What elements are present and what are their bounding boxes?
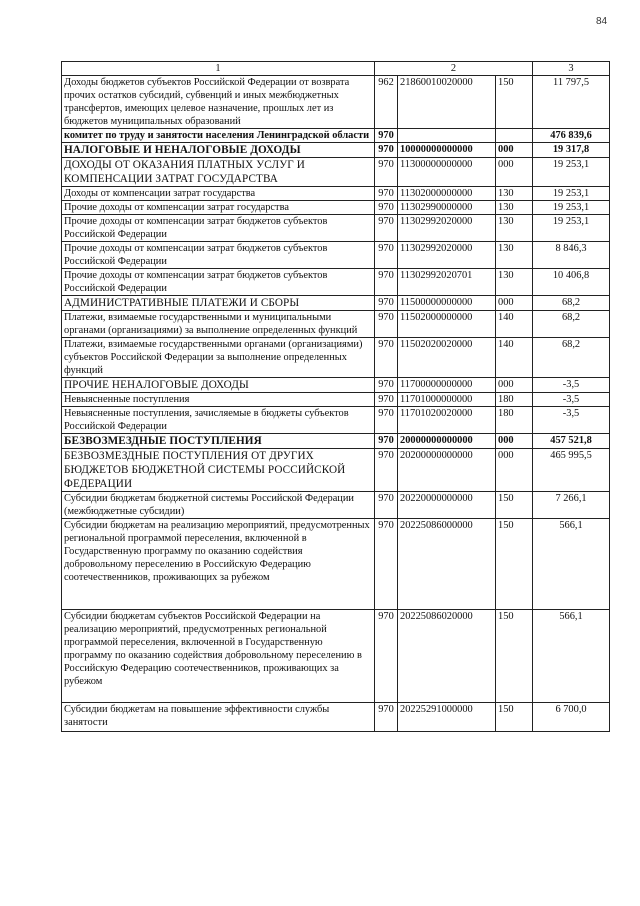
row-admin-code-cell: 970	[375, 519, 398, 610]
table-row	[62, 378, 610, 393]
column-header-2: 2	[375, 62, 533, 76]
row-name-cell: Субсидии бюджетам бюджетной системы Российской Федерации (межбюджетные субсидии)	[62, 492, 375, 519]
row-name-cell: Платежи, взимаемые государственными органами (организациями) субъектов Российской Федерации за выполнение определенных функций	[62, 338, 375, 378]
row-name-cell: Прочие доходы от компенсации затрат бюджетов субъектов Российской Федерации	[62, 242, 375, 269]
row-type-code-cell: 130	[496, 242, 533, 269]
row-admin-code-cell: 970	[375, 143, 398, 158]
table-row	[62, 76, 610, 129]
row-type-code-cell: 000	[496, 143, 533, 158]
row-amount-cell: 566,1	[533, 610, 610, 703]
table-row	[62, 242, 610, 269]
row-type-code-cell: 000	[496, 434, 533, 449]
row-name-cell: Невыясненные поступления, зачисляемые в бюджеты субъектов Российской Федерации	[62, 407, 375, 434]
row-type-code-cell: 130	[496, 201, 533, 215]
row-amount-cell: 19 253,1	[533, 187, 610, 201]
row-type-code-cell: 180	[496, 393, 533, 407]
row-revenue-code-cell: 20000000000000	[398, 434, 496, 449]
table-row	[62, 158, 610, 187]
row-admin-code-cell: 970	[375, 158, 398, 187]
row-type-code-cell: 130	[496, 215, 533, 242]
row-type-code-cell: 150	[496, 76, 533, 129]
row-admin-code-cell: 970	[375, 269, 398, 296]
row-name-cell: комитет по труду и занятости населения Ленинградской области	[62, 129, 375, 143]
table-row	[62, 449, 610, 492]
row-amount-cell: 465 995,5	[533, 449, 610, 492]
row-admin-code-cell: 962	[375, 76, 398, 129]
row-admin-code-cell: 970	[375, 187, 398, 201]
row-type-code-cell: 000	[496, 158, 533, 187]
row-amount-cell: -3,5	[533, 393, 610, 407]
row-type-code-cell: 150	[496, 610, 533, 703]
row-revenue-code-cell	[398, 129, 496, 143]
row-type-code-cell: 150	[496, 519, 533, 610]
row-revenue-code-cell: 20225291000000	[398, 703, 496, 732]
row-revenue-code-cell: 11302992020000	[398, 215, 496, 242]
row-revenue-code-cell: 11701020020000	[398, 407, 496, 434]
table-row	[62, 407, 610, 434]
row-revenue-code-cell: 10000000000000	[398, 143, 496, 158]
row-name-cell: Невыясненные поступления	[62, 393, 375, 407]
column-header-1: 1	[62, 62, 375, 76]
row-name-cell: Доходы бюджетов субъектов Российской Федерации от возврата прочих остатков субсидий, субвенций и иных межбюджетных трансфертов, имеющих целевое назначение, прошлых лет из бюджетов муниципальных образований	[62, 76, 375, 129]
column-header-3: 3	[533, 62, 610, 76]
row-revenue-code-cell: 20200000000000	[398, 449, 496, 492]
row-amount-cell: 476 839,6	[533, 129, 610, 143]
table-row	[62, 143, 610, 158]
row-amount-cell: 457 521,8	[533, 434, 610, 449]
table-row	[62, 269, 610, 296]
row-revenue-code-cell: 11701000000000	[398, 393, 496, 407]
row-amount-cell: 6 700,0	[533, 703, 610, 732]
row-name-cell: Прочие доходы от компенсации затрат бюджетов субъектов Российской Федерации	[62, 215, 375, 242]
row-name-cell: Субсидии бюджетам на реализацию мероприятий, предусмотренных региональной программой переселения, включенной в Государственную программу по оказанию содействия добровольному переселению в Российскую Федерацию соотечественников, проживающих за рубежом	[62, 519, 375, 610]
row-revenue-code-cell: 11302992020701	[398, 269, 496, 296]
row-revenue-code-cell: 11302000000000	[398, 187, 496, 201]
row-name-cell: ДОХОДЫ ОТ ОКАЗАНИЯ ПЛАТНЫХ УСЛУГ И КОМПЕНСАЦИИ ЗАТРАТ ГОСУДАРСТВА	[62, 158, 375, 187]
row-amount-cell: 68,2	[533, 296, 610, 311]
row-name-cell: БЕЗВОЗМЕЗДНЫЕ ПОСТУПЛЕНИЯ ОТ ДРУГИХ БЮДЖЕТОВ БЮДЖЕТНОЙ СИСТЕМЫ РОССИЙСКОЙ ФЕДЕРАЦИИ	[62, 449, 375, 492]
row-revenue-code-cell: 11502020020000	[398, 338, 496, 378]
table-row	[62, 703, 610, 732]
row-revenue-code-cell: 11300000000000	[398, 158, 496, 187]
row-revenue-code-cell: 21860010020000	[398, 76, 496, 129]
table-row	[62, 311, 610, 338]
row-amount-cell: 11 797,5	[533, 76, 610, 129]
row-revenue-code-cell: 20225086000000	[398, 519, 496, 610]
page-number: 84	[596, 16, 608, 27]
row-amount-cell: 7 266,1	[533, 492, 610, 519]
row-admin-code-cell: 970	[375, 449, 398, 492]
row-amount-cell: 566,1	[533, 519, 610, 610]
row-admin-code-cell: 970	[375, 311, 398, 338]
row-name-cell: Субсидии бюджетам на повышение эффективности службы занятости	[62, 703, 375, 732]
row-amount-cell: 19 253,1	[533, 158, 610, 187]
row-type-code-cell: 150	[496, 492, 533, 519]
row-name-cell: ПРОЧИЕ НЕНАЛОГОВЫЕ ДОХОДЫ	[62, 378, 375, 393]
row-amount-cell: 19 253,1	[533, 215, 610, 242]
table-row	[62, 492, 610, 519]
row-admin-code-cell: 970	[375, 242, 398, 269]
row-type-code-cell: 150	[496, 703, 533, 732]
row-type-code-cell: 000	[496, 296, 533, 311]
table-row	[62, 434, 610, 449]
row-name-cell: Платежи, взимаемые государственными и муниципальными органами (организациями) за выполнение определенных функций	[62, 311, 375, 338]
row-name-cell: Прочие доходы от компенсации затрат государства	[62, 201, 375, 215]
row-admin-code-cell: 970	[375, 703, 398, 732]
row-admin-code-cell: 970	[375, 407, 398, 434]
row-amount-cell: -3,5	[533, 407, 610, 434]
row-amount-cell: 68,2	[533, 338, 610, 378]
row-amount-cell: -3,5	[533, 378, 610, 393]
row-revenue-code-cell: 11700000000000	[398, 378, 496, 393]
table-header-row	[62, 62, 610, 76]
row-admin-code-cell: 970	[375, 338, 398, 378]
row-amount-cell: 10 406,8	[533, 269, 610, 296]
table-row	[62, 393, 610, 407]
row-revenue-code-cell: 20220000000000	[398, 492, 496, 519]
table-row	[62, 215, 610, 242]
row-admin-code-cell: 970	[375, 129, 398, 143]
row-type-code-cell: 000	[496, 449, 533, 492]
row-admin-code-cell: 970	[375, 610, 398, 703]
row-name-cell: Прочие доходы от компенсации затрат бюджетов субъектов Российской Федерации	[62, 269, 375, 296]
row-revenue-code-cell: 11302990000000	[398, 201, 496, 215]
row-admin-code-cell: 970	[375, 434, 398, 449]
row-admin-code-cell: 970	[375, 296, 398, 311]
row-type-code-cell: 130	[496, 187, 533, 201]
row-revenue-code-cell: 11500000000000	[398, 296, 496, 311]
row-name-cell: Субсидии бюджетам субъектов Российской Федерации на реализацию мероприятий, предусмотренных региональной программой переселения, включенной в Государственную программу по оказанию содействия добровольному переселению в Российскую Федерацию соотечественников, проживающих за рубежом	[62, 610, 375, 703]
table-row	[62, 201, 610, 215]
row-type-code-cell: 130	[496, 269, 533, 296]
row-name-cell: АДМИНИСТРАТИВНЫЕ ПЛАТЕЖИ И СБОРЫ	[62, 296, 375, 311]
row-name-cell: НАЛОГОВЫЕ И НЕНАЛОГОВЫЕ ДОХОДЫ	[62, 143, 375, 158]
row-type-code-cell: 140	[496, 338, 533, 378]
row-name-cell: Доходы от компенсации затрат государства	[62, 187, 375, 201]
table-row	[62, 338, 610, 378]
row-admin-code-cell: 970	[375, 378, 398, 393]
row-revenue-code-cell: 11302992020000	[398, 242, 496, 269]
table-row	[62, 296, 610, 311]
row-type-code-cell	[496, 129, 533, 143]
budget-revenue-table	[61, 61, 610, 732]
row-revenue-code-cell: 20225086020000	[398, 610, 496, 703]
row-type-code-cell: 180	[496, 407, 533, 434]
table-row	[62, 519, 610, 610]
table-body	[62, 76, 610, 732]
row-name-cell: БЕЗВОЗМЕЗДНЫЕ ПОСТУПЛЕНИЯ	[62, 434, 375, 449]
table-row	[62, 129, 610, 143]
row-amount-cell: 19 317,8	[533, 143, 610, 158]
table-row	[62, 610, 610, 703]
row-amount-cell: 68,2	[533, 311, 610, 338]
row-revenue-code-cell: 11502000000000	[398, 311, 496, 338]
row-admin-code-cell: 970	[375, 201, 398, 215]
row-admin-code-cell: 970	[375, 215, 398, 242]
row-type-code-cell: 000	[496, 378, 533, 393]
row-type-code-cell: 140	[496, 311, 533, 338]
row-amount-cell: 19 253,1	[533, 201, 610, 215]
table-row	[62, 187, 610, 201]
row-amount-cell: 8 846,3	[533, 242, 610, 269]
row-admin-code-cell: 970	[375, 492, 398, 519]
row-admin-code-cell: 970	[375, 393, 398, 407]
